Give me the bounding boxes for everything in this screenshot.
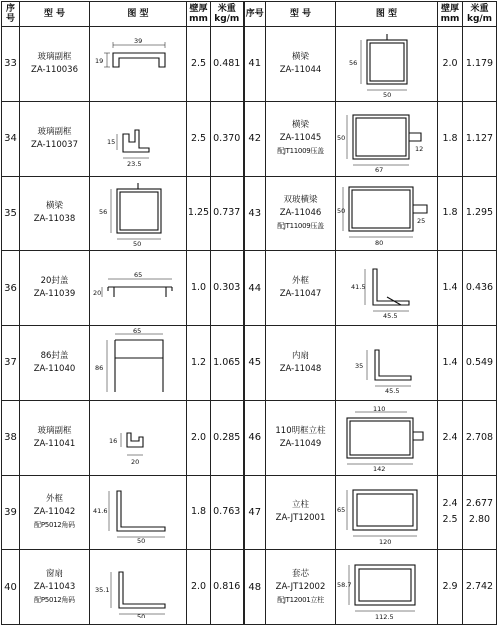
weight-cell <box>463 27 497 102</box>
dim-label-b: 50 <box>133 240 142 248</box>
weight-value: 2.708 <box>465 431 494 443</box>
weight-value: 0.285 <box>213 431 241 443</box>
header-model: 型 号 <box>20 2 90 27</box>
model-note: 配JT11009压盖 <box>277 147 324 156</box>
profile-drawing <box>90 176 187 251</box>
dim-label-a: 65 <box>336 506 345 515</box>
profile-drawing <box>90 27 187 102</box>
weight-value: 0.816 <box>213 581 241 593</box>
profile-drawing <box>90 326 187 401</box>
header-weight: 米重 kg/m <box>463 2 497 27</box>
thickness-cell <box>187 176 211 251</box>
dim-label-a: 65 <box>134 271 143 280</box>
thickness-value: 2.9 <box>442 581 458 593</box>
dim-label-a: 58.7 <box>336 581 351 590</box>
row-number: 42 <box>244 101 266 176</box>
model-note: 配JT12001立柱 <box>277 595 324 604</box>
model-cell <box>20 176 90 251</box>
weight-cell <box>463 326 497 401</box>
weight-cell <box>211 400 244 475</box>
header-thickness: 壁厚 mm <box>187 2 211 27</box>
model-note: 配P5012角码 <box>34 595 75 604</box>
row-number: 48 <box>244 550 266 625</box>
thickness-value: 1.8 <box>190 506 207 518</box>
weight-value: 0.737 <box>213 207 241 219</box>
thickness-cell <box>438 475 463 550</box>
thickness-value: 2.0 <box>442 57 458 69</box>
profile-drawing <box>336 251 438 326</box>
model-cell <box>20 475 90 550</box>
thickness-value: 1.25 <box>187 207 210 219</box>
model-cell <box>20 326 90 401</box>
header-weight: 米重 kg/m <box>211 2 244 27</box>
row-number: 40 <box>2 550 20 625</box>
dim-label-b: 45.5 <box>382 312 397 320</box>
dim-label-a: 65 <box>133 327 142 335</box>
model-code: ZA-11045 <box>279 133 322 144</box>
table-row <box>2 176 497 251</box>
dim-label-a: 50 <box>336 207 345 216</box>
thickness-cell <box>438 251 463 326</box>
model-code: ZA-11043 <box>33 581 76 592</box>
weight-cell <box>211 550 244 625</box>
table-row <box>2 101 497 176</box>
row-number: 43 <box>244 176 266 251</box>
model-cell <box>266 326 336 401</box>
thickness-cell <box>438 550 463 625</box>
dim-label-a: 110 <box>372 404 385 413</box>
thickness-cell <box>438 176 463 251</box>
thickness-value: 1.8 <box>442 132 458 144</box>
model-cell <box>266 27 336 102</box>
thickness-cell <box>187 326 211 401</box>
model-code: ZA-110036 <box>31 64 78 75</box>
weight-value: 1.127 <box>465 132 494 144</box>
row-number: 36 <box>2 251 20 326</box>
dim-label-a: 56 <box>348 58 357 67</box>
header-model: 型 号 <box>266 2 336 27</box>
weight-value: 2.677 <box>465 498 494 510</box>
dim-label-b: 67 <box>374 165 383 173</box>
profile-drawing <box>336 475 438 550</box>
weight-value: 0.303 <box>213 282 241 294</box>
dim-label-a: 16 <box>109 436 118 445</box>
row-number: 38 <box>2 400 20 475</box>
profile-name: 横梁 <box>45 201 63 212</box>
thickness-value: 2.5 <box>190 57 207 69</box>
weight-cell <box>463 550 497 625</box>
thickness-cell <box>187 475 211 550</box>
thickness-cell <box>187 27 211 102</box>
dim-label-b: 50 <box>382 90 391 98</box>
profile-catalog-table <box>1 1 497 625</box>
weight-cell <box>463 176 497 251</box>
profile-drawing <box>90 101 187 176</box>
profile-drawing <box>336 400 438 475</box>
profile-name: 内扇 <box>291 350 309 361</box>
profile-drawing <box>336 27 438 102</box>
weight-value: 0.549 <box>465 356 494 368</box>
profile-drawing <box>90 550 187 625</box>
row-number: 44 <box>244 251 266 326</box>
dim-label-a: 41.6 <box>93 507 108 516</box>
profile-name: 外框 <box>291 276 309 287</box>
profile-drawing <box>90 475 187 550</box>
model-cell <box>20 27 90 102</box>
thickness-value: 2.0 <box>190 431 207 443</box>
model-code: ZA-11039 <box>33 289 76 300</box>
profile-name: 86封盖 <box>40 350 69 361</box>
thickness-value: 1.4 <box>442 356 458 368</box>
row-number: 33 <box>2 27 20 102</box>
thickness-cell <box>438 27 463 102</box>
header-figure: 图 型 <box>90 2 187 27</box>
thickness-value: 1.2 <box>190 356 207 368</box>
dim-label-a: 35 <box>354 361 363 370</box>
thickness-value: 1.4 <box>442 282 458 294</box>
thickness-value: 2.0 <box>190 581 207 593</box>
model-note: 配JT11009压盖 <box>277 221 324 230</box>
dim-label-c: 25 <box>416 217 425 226</box>
row-number: 34 <box>2 101 20 176</box>
weight-value: 1.065 <box>213 356 241 368</box>
header-row <box>2 2 497 27</box>
dim-label-a: 35.1 <box>95 586 110 595</box>
row-number: 47 <box>244 475 266 550</box>
model-code: ZA-11047 <box>279 289 322 300</box>
dim-label-a: 15 <box>107 137 116 146</box>
dim-label-c: 12 <box>414 144 423 153</box>
dim-label-a: 50 <box>336 133 345 142</box>
model-cell <box>266 550 336 625</box>
thickness-cell <box>187 101 211 176</box>
model-cell <box>20 550 90 625</box>
weight-cell <box>463 400 497 475</box>
model-code: ZA-11044 <box>279 64 322 75</box>
profile-name: 双玻横梁 <box>283 194 318 205</box>
thickness-cell <box>438 400 463 475</box>
profile-name: 玻璃副框 <box>37 126 72 137</box>
profile-drawing <box>90 251 187 326</box>
row-number: 37 <box>2 326 20 401</box>
model-code: ZA-11038 <box>33 214 76 225</box>
weight-value: 1.179 <box>465 57 494 69</box>
thickness-cell <box>187 251 211 326</box>
dim-label-b: 112.5 <box>374 613 394 622</box>
profile-drawing <box>336 326 438 401</box>
weight-value: 0.481 <box>213 57 241 69</box>
dim-label-b: 120 <box>378 538 391 547</box>
dim-label-b: 20 <box>93 289 102 298</box>
model-cell <box>20 101 90 176</box>
table-row <box>2 475 497 550</box>
dim-label-b: 50 <box>137 613 146 619</box>
dim-label-b: 142 <box>372 464 385 472</box>
model-code: ZA-11046 <box>279 207 322 218</box>
dim-label-a: 56 <box>99 208 108 217</box>
thickness-value: 2.4 <box>442 431 458 443</box>
model-code: ZA-11040 <box>33 363 76 374</box>
thickness-value-2: 2.5 <box>442 514 458 526</box>
thickness-cell <box>187 400 211 475</box>
row-number: 46 <box>244 400 266 475</box>
table-row <box>2 27 497 102</box>
weight-cell <box>211 176 244 251</box>
dim-label-b: 20 <box>131 457 140 466</box>
dim-label-a: 41.5 <box>350 283 365 292</box>
profile-name: 110明框立柱 <box>275 425 326 436</box>
header-no: 序号 <box>244 2 266 27</box>
thickness-cell <box>438 326 463 401</box>
model-note: 配P5012角码 <box>34 520 75 529</box>
thickness-value: 1.8 <box>442 207 458 219</box>
profile-name: 玻璃副框 <box>37 51 72 62</box>
model-code: ZA-11042 <box>33 506 76 517</box>
model-cell <box>20 400 90 475</box>
model-code: ZA-11049 <box>279 438 322 449</box>
header-figure: 图 型 <box>336 2 438 27</box>
weight-cell <box>211 326 244 401</box>
model-cell <box>266 101 336 176</box>
row-number: 35 <box>2 176 20 251</box>
weight-cell <box>463 251 497 326</box>
dim-label-b: 45.5 <box>384 386 399 394</box>
thickness-value: 2.4 <box>442 498 458 510</box>
weight-cell <box>211 475 244 550</box>
model-cell <box>266 475 336 550</box>
profile-name: 立柱 <box>291 500 309 511</box>
dim-label-b: 50 <box>137 537 146 544</box>
weight-value: 0.436 <box>465 282 494 294</box>
header-no: 序号 <box>2 2 20 27</box>
profile-name: 玻璃副框 <box>37 425 72 436</box>
model-code: ZA-110037 <box>31 139 78 150</box>
row-number: 39 <box>2 475 20 550</box>
profile-drawing <box>336 176 438 251</box>
model-cell <box>266 251 336 326</box>
profile-drawing <box>336 101 438 176</box>
weight-cell <box>211 27 244 102</box>
weight-cell <box>463 101 497 176</box>
profile-name: 窗扇 <box>45 568 63 579</box>
model-code: ZA-JT12002 <box>275 581 326 592</box>
profile-name: 横梁 <box>291 51 309 62</box>
weight-value: 1.295 <box>465 207 494 219</box>
thickness-value: 2.5 <box>190 132 207 144</box>
profile-name: 横梁 <box>291 120 309 131</box>
row-number: 45 <box>244 326 266 401</box>
header-thickness: 壁厚 mm <box>438 2 463 27</box>
table-row <box>2 251 497 326</box>
dim-label-b: 86 <box>95 363 104 372</box>
table-row <box>2 326 497 401</box>
row-number: 41 <box>244 27 266 102</box>
weight-value: 0.370 <box>213 132 241 144</box>
profile-name: 外框 <box>45 493 63 504</box>
profile-drawing <box>336 550 438 625</box>
model-cell <box>20 251 90 326</box>
model-code: ZA-11041 <box>33 438 76 449</box>
table-row <box>2 400 497 475</box>
model-cell <box>266 176 336 251</box>
thickness-value: 1.0 <box>190 282 207 294</box>
table-row <box>2 550 497 625</box>
model-code: ZA-JT12001 <box>275 513 326 524</box>
weight-value-2: 2.80 <box>468 514 491 526</box>
dim-label-b: 19 <box>95 56 104 65</box>
weight-cell <box>211 251 244 326</box>
thickness-cell <box>187 550 211 625</box>
weight-value: 2.742 <box>465 581 494 593</box>
model-code: ZA-11048 <box>279 363 322 374</box>
dim-label-b: 80 <box>374 239 383 248</box>
weight-cell <box>211 101 244 176</box>
dim-label-a: 39 <box>134 36 143 45</box>
model-cell <box>266 400 336 475</box>
weight-cell <box>463 475 497 550</box>
profile-name: 20封盖 <box>40 276 69 287</box>
profile-name: 套芯 <box>291 568 309 579</box>
thickness-cell <box>438 101 463 176</box>
dim-label-b: 23.5 <box>127 159 142 168</box>
weight-value: 0.763 <box>213 506 241 518</box>
profile-drawing <box>90 400 187 475</box>
